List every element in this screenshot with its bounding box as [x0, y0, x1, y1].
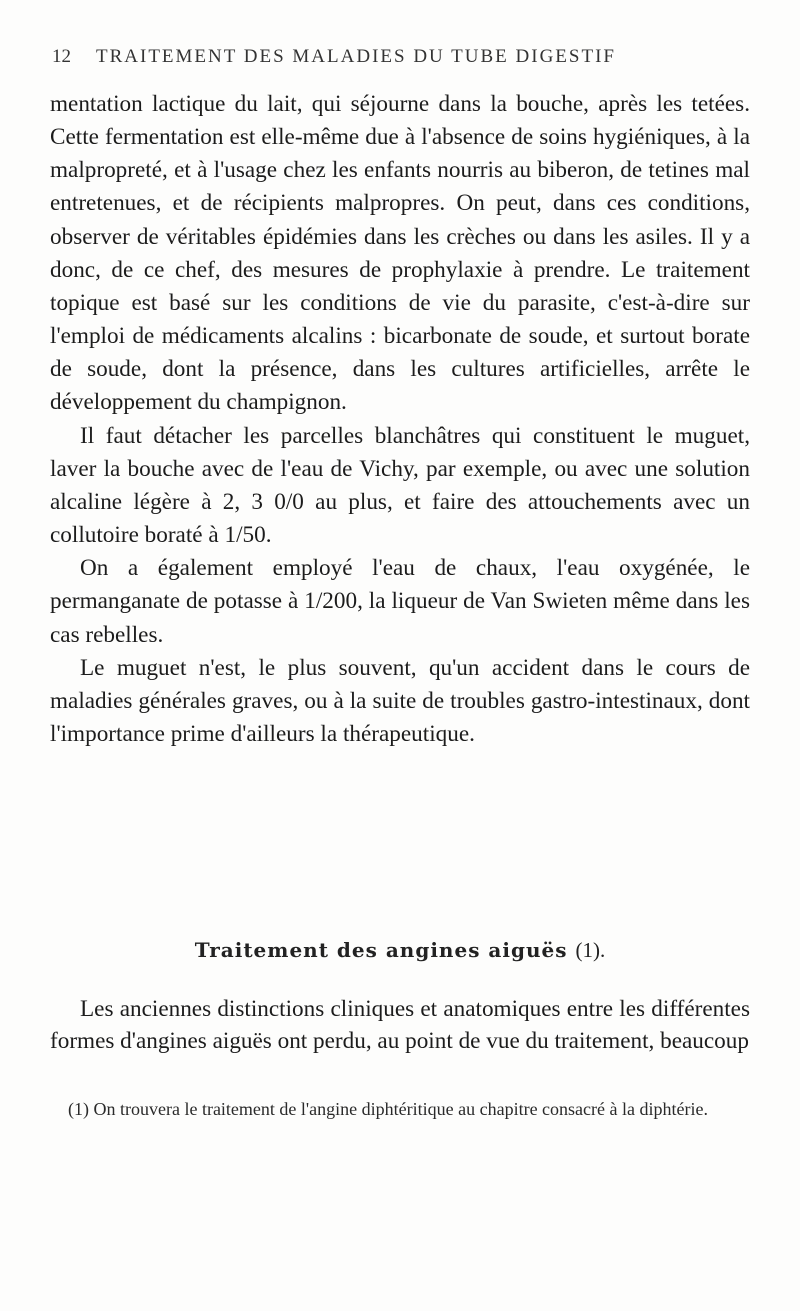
paragraph-angines: Les anciennes distinctions cliniques et anatomiques entre les différentes formes d'angines aiguës ont perdu, au point de vue du traitement, beaucoup [50, 996, 750, 1054]
footnote-text: (1) On trouvera le traitement de l'angine diphtéritique au chapitre consacré à la diphtérie. [68, 1099, 708, 1119]
section-heading [50, 938, 750, 963]
paragraph-accident: Le muguet n'est, le plus souvent, qu'un accident dans le cours de maladies générales graves, ou à la suite de troubles gastro-intestinaux, dont l'importance prime d'ailleurs la thérapeutique. [50, 654, 750, 747]
paragraph-alternatives: On a également employé l'eau de chaux, l'eau oxygénée, le permanganate de potasse à 1/200, la liqueur de Van Swieten même dans les cas rebelles. [50, 555, 750, 648]
section-heading-text: Traitement des angines aiguës [194, 938, 568, 962]
running-title: TRAITEMENT DES MALADIES DU TUBE DIGESTIF [96, 46, 616, 67]
section-text [50, 993, 750, 1057]
paragraph-treatment: Il faut détacher les parcelles blanchâtres qui constituent le muguet, laver la bouche avec de l'eau de Vichy, par exemple, ou avec une solution alcaline légère à 2, 3 0/0 au plus, et faire des attouchements avec un collutoire boraté à 1/50. [50, 422, 750, 549]
paragraph-continuation: mentation lactique du lait, qui séjourne dans la bouche, après les tetées. Cette fermentation est elle-même due à l'absence de soins hygiéniques, à la malpropreté, et à l'usage chez les enfants nourris au biberon, de tetines mal entretenues, et de récipients malpropres. On peut, dans ces conditions, observer de véritables épidémies dans les crèches ou dans les asiles. Il y a donc, de ce chef, des mesures de prophylaxie à prendre. Le traitement topique est basé sur les conditions de vie du parasite, c'est-à-dire sur l'emploi de médicaments alcalins : bicarbonate de soude, et surtout borate de soude, dont la présence, dans les cultures artificielles, arrête le développement du champignon. [50, 91, 750, 416]
footnote-reference: (1). [575, 938, 606, 962]
running-header [52, 46, 762, 76]
main-text [50, 88, 750, 751]
footnote [50, 1098, 750, 1121]
page-number: 12 [52, 46, 71, 67]
